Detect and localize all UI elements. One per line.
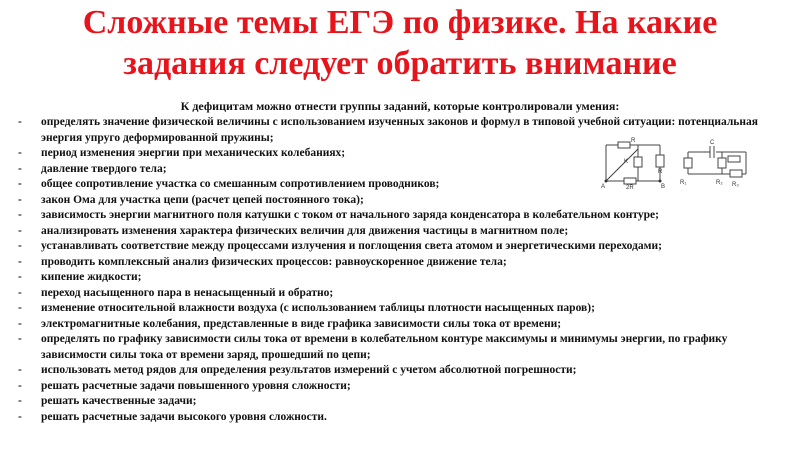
- list-item: - решать расчетные задачи высокого уровня сложности.: [18, 410, 788, 426]
- list-item: - использовать метод рядов для определения результатов измерений с учетом абсолютной погрешности;: [18, 363, 788, 379]
- list-item: - кипение жидкости;: [18, 270, 788, 286]
- resistor-label: R₂: [716, 180, 723, 186]
- skills-list: [18, 115, 788, 425]
- list-item: - период изменения энергии при механических колебаниях;: [18, 146, 601, 162]
- list-item: - проводить комплексный анализ физических процессов: равноускоренное движение тела;: [18, 255, 788, 271]
- list-item: - зависимость энергии магнитного поля катушки с током от начального заряда конденсатора в колебательном контуре;: [18, 208, 788, 224]
- list-item: - переход насыщенного пара в ненасыщенный и обратно;: [18, 286, 788, 302]
- list-item: - определять значение физической величины с использованием изученных законов и формул в типовой учебной ситуации: потенциальная энергия упруго деформированной пружины;: [18, 115, 788, 146]
- resistor-label: 2R: [626, 185, 634, 189]
- list-item: - закон Ома для участка цепи (расчет цепей постоянного тока);: [18, 193, 788, 209]
- slide-title: [0, 2, 800, 84]
- switch-label: K: [624, 159, 629, 165]
- list-item: - анализировать изменения характера физических величин для движения частицы в магнитном поле;: [18, 224, 788, 240]
- list-item: - определять по графику зависимости силы тока от времени в колебательном контуре максимумы и минимумы энергии, по графику зависимости силы тока от времени заряд, прошедший по цепи;: [18, 332, 788, 363]
- circuit-diagram-resistors: [600, 137, 666, 189]
- list-item: - изменение относительной влажности воздуха (с использованием таблицы плотности насыщенных паров);: [18, 301, 788, 317]
- capacitor-label: C: [710, 140, 715, 146]
- node-b-label: B: [661, 184, 666, 189]
- circuit-diagram-capacitor: [680, 138, 754, 188]
- resistor-label: R₃: [732, 182, 739, 188]
- resistor-label: R₁: [680, 180, 687, 186]
- intro-text: К дефицитам можно отнести группы заданий, которые контролировали умения:: [180, 99, 620, 113]
- node-a-label: A: [601, 184, 606, 189]
- title-line-1: Сложные темы ЕГЭ по физике. На какие: [82, 4, 718, 41]
- list-item: - устанавливать соответствие между процессами излучения и поглощения света атомом и энергетическими переходами;: [18, 239, 788, 255]
- title-line-2: задания следует обратить внимание: [123, 45, 677, 82]
- list-item: - решать расчетные задачи повышенного уровня сложности;: [18, 379, 788, 395]
- resistor-label: R: [658, 169, 663, 175]
- list-item: - общее сопротивление участка со смешанным сопротивлением проводников;: [18, 177, 788, 193]
- resistor-label: R: [631, 138, 636, 144]
- list-item: - решать качественные задачи;: [18, 394, 788, 410]
- list-item: - давление твердого тела;: [18, 162, 601, 178]
- list-item: - электромагнитные колебания, представленные в виде графика зависимости силы тока от времени;: [18, 317, 788, 333]
